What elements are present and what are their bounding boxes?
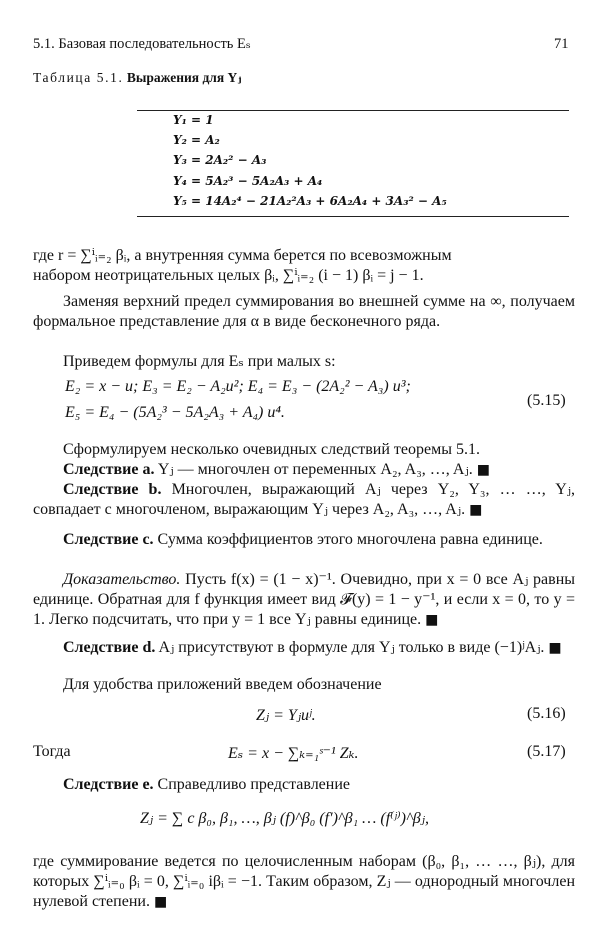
equation-number-5-16: (5.16) bbox=[527, 705, 566, 722]
table-row: Y₁ = 1 bbox=[173, 113, 214, 127]
table-rule-bottom bbox=[137, 216, 569, 217]
equation-representation: Zⱼ = ∑ c β₀, β₁, …, βⱼ (f)^β₀ (f′)^β₁ … (f⁽ʲ⁾)^βⱼ, bbox=[140, 810, 429, 827]
corollary-e-label: Следствие e. bbox=[63, 776, 154, 793]
corollary-a bbox=[33, 460, 575, 480]
end-mark-icon: ■ bbox=[548, 640, 562, 656]
final-paragraph bbox=[33, 852, 575, 912]
equation-5-15-line-1: E₂ = x − u; E₃ = E₂ − A₂u²; E₄ = E₃ − (2A₂² − A₃) u³; bbox=[65, 378, 411, 395]
proof-label: Доказательство. bbox=[63, 571, 181, 588]
table-row: Y₄ = 5A₂³ − 5A₂A₃ + A₄ bbox=[173, 174, 323, 188]
paragraph-1-line-1: где r = ∑ⁱᵢ₌₂ βᵢ, а внутренняя сумма берется по всевозможным bbox=[33, 247, 452, 264]
paragraph-3: Приведем формулы для Eₛ при малых s: bbox=[63, 353, 336, 370]
corollary-b bbox=[33, 480, 575, 520]
corollary-a-text: Yⱼ — многочлен от переменных A₂, A₃, …, Aⱼ. bbox=[157, 461, 473, 478]
paragraph-5: Для удобства приложений введем обозначение bbox=[63, 676, 382, 693]
corollary-c-label: Следствие c. bbox=[63, 531, 154, 548]
corollary-a-label: Следствие a. bbox=[63, 461, 155, 478]
corollary-c-text: Сумма коэффициентов этого многочлена равна единице. bbox=[157, 531, 543, 548]
corollary-b-label: Следствие b. bbox=[63, 481, 162, 498]
corollary-d-label: Следствие d. bbox=[63, 639, 156, 656]
table-row: Y₂ = A₂ bbox=[173, 133, 220, 147]
equation-number-5-17: (5.17) bbox=[527, 743, 566, 760]
paragraph-1-line-2: набором неотрицательных целых βᵢ, ∑ⁱᵢ₌₂ (i − 1) βᵢ = j − 1. bbox=[33, 267, 424, 284]
end-mark-icon: ■ bbox=[153, 894, 168, 910]
then-word: Тогда bbox=[33, 743, 71, 760]
equation-5-17: Eₛ = x − ∑ₖ₌₁ˢ⁻¹ Zₖ. bbox=[228, 745, 359, 762]
corollary-d bbox=[33, 638, 575, 658]
table-caption-label: Таблица 5.1. bbox=[33, 70, 124, 85]
proof-text: Пусть f(x) = (1 − x)⁻¹. Очевидно, при x = 0 все Aⱼ равны единице. Обратная для f функция имеет вид 𝓕(y) = 1 − y⁻¹, и если x = 0, то y = 1. Легко подсчитать, что при y = 1 все Yⱼ равны единице. bbox=[33, 571, 576, 628]
corollary-e-text: Справедливо представление bbox=[157, 776, 351, 793]
table-row: Y₃ = 2A₂² − A₃ bbox=[173, 153, 267, 167]
equation-5-15-line-2: E₅ = E₄ − (5A₂³ − 5A₂A₃ + A₄) u⁴. bbox=[65, 404, 285, 421]
running-header: 5.1. Базовая последовательность Eₛ bbox=[33, 36, 251, 52]
corollary-b-text: Многочлен, выражающий Aⱼ через Y₂, Y₃, … …, Yⱼ, совпадает с многочленом, выражающим Yⱼ через A₂, A₃, …, Aⱼ. bbox=[33, 481, 576, 518]
corollary-d-text: Aⱼ присутствуют в формуле для Yⱼ только в виде (−1)ʲAⱼ. bbox=[158, 639, 545, 656]
table-caption bbox=[33, 70, 242, 86]
paragraph-1 bbox=[33, 246, 575, 286]
paragraph-4: Сформулируем несколько очевидных следствий теоремы 5.1. bbox=[63, 441, 480, 458]
corollary-c bbox=[33, 530, 575, 550]
proof bbox=[33, 570, 575, 630]
end-mark-icon: ■ bbox=[469, 502, 483, 518]
equation-number-5-15: (5.15) bbox=[527, 392, 566, 409]
table-caption-title: Выражения для Yⱼ bbox=[126, 70, 242, 85]
equation-5-16: Zⱼ = Yⱼuʲ. bbox=[256, 707, 316, 724]
final-paragraph-text: где суммирование ведется по целочисленным наборам (β₀, β₁, … …, βⱼ), для которых ∑ⁱᵢ₌₀ βᵢ = 0, ∑ⁱᵢ₌₀ iβᵢ = −1. Таким образом, Zⱼ — однородный многочлен нулевой степени. bbox=[33, 853, 575, 910]
table-rule-top bbox=[137, 110, 569, 111]
table-row: Y₅ = 14A₂⁴ − 21A₂²A₃ + 6A₂A₄ + 3A₃² − A₅ bbox=[173, 194, 447, 208]
corollary-e bbox=[33, 775, 575, 795]
paragraph-2: Заменяя верхний предел суммирования во внешней сумме на ∞, получаем формальное представление для α в виде бесконечного ряда. bbox=[33, 293, 575, 330]
end-mark-icon: ■ bbox=[425, 612, 439, 628]
page-number: 71 bbox=[554, 36, 569, 52]
end-mark-icon: ■ bbox=[476, 462, 490, 478]
